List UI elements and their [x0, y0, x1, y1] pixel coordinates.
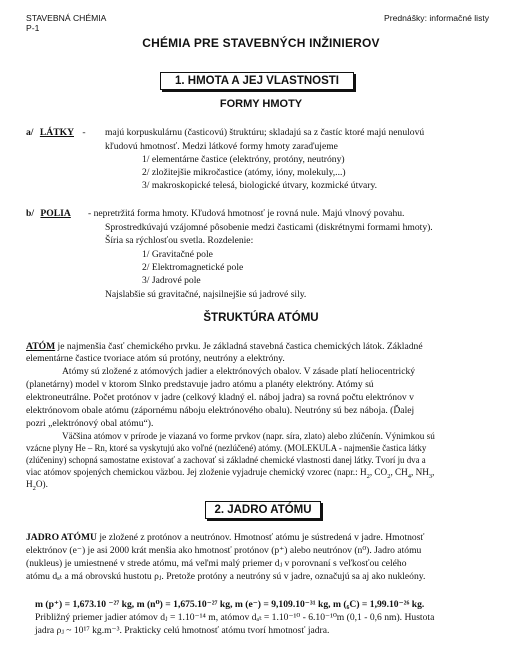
formula-sub: 2	[387, 472, 391, 480]
latky-item-num: 1/	[142, 154, 150, 165]
polia-line-2: Sprostredkúvajú vzájomné pôsobenie medzi časticami (diskrétnymi formami hmoty).	[105, 222, 433, 233]
latky-marker: a/	[26, 127, 34, 138]
latky-item-3	[142, 180, 377, 192]
latky-item-text: zložitejšie mikročastice (atómy, ióny, molekuly,...)	[151, 167, 346, 178]
latky-dash: -	[82, 127, 86, 138]
formula-intro: viac atómov spojených chemickou väzbou. Jej zloženie vyjadruje chemický vzorec (napr.: H	[26, 467, 367, 477]
formula-part: , NH	[411, 467, 429, 477]
latky-item-text: makroskopické telesá, biologické útvary, kozmické útvary.	[151, 180, 378, 191]
latky-item-num: 2/	[142, 167, 150, 178]
latky-line-2: kľudovú hmotnosť. Medzi látkové formy hmoty zaraďujeme	[105, 141, 338, 152]
nucleus-line-4: atómu dₐₜ a má obrovskú hustotu ρⱼ. Pretože protóny a neutróny sú v jadre, označujú sa aj ako nukleóny.	[26, 571, 426, 582]
formula-part: , CO	[369, 467, 388, 477]
polia-item-3	[142, 275, 201, 287]
latky-line-1: majú korpuskulárnu (časticovú) štruktúru; skladajú sa z častíc ktoré majú nenulovú	[105, 127, 425, 138]
formula-part: O).	[35, 479, 48, 489]
atom-para2-line-1: Atómy sú zložené z atómových jadier a elektrónových obalov. V zásade platí heliocentrický	[62, 366, 416, 377]
formula-part: ,	[432, 467, 435, 477]
atom-para-line-2: elementárne častice tvoriace atóm sú protóny, neutróny a elektróny.	[26, 353, 285, 364]
section-1-subtitle: FORMY HMOTY	[219, 98, 303, 110]
atom-para2-line-3: elektroneutrálne. Počet protónov v jadre (celkový kladný el. náboj jadra) sa rovná počtu elektrónov v	[26, 392, 414, 403]
particle-masses: m (p⁺) = 1,673.10 ⁻²⁷ kg, m (n⁰) = 1,675.10⁻²⁷ kg, m (e⁻) = 9,109.10⁻³¹ kg, m (₆C) = 1,99.10⁻²⁶ kg.	[35, 599, 425, 610]
formula-sub: 2	[32, 484, 36, 492]
polia-item-1	[142, 249, 213, 261]
polia-item-num: 2/	[142, 262, 150, 273]
density-line: jadra ρⱼ ~ 10¹⁷ kg.m⁻³. Prakticky celú hmotnosť atómu tvorí hmotnosť jadra.	[35, 625, 330, 636]
polia-item-text: Jadrové pole	[151, 275, 201, 286]
polia-marker: b/	[26, 208, 35, 219]
latky-item-num: 3/	[142, 180, 150, 191]
formula-part: , CH	[390, 467, 408, 477]
latky-item-1	[142, 154, 345, 166]
nucleus-line-1-text: je zložené z protónov a neutrónov. Hmotnosť atómu je sústredená v jadre. Hmotnosť	[96, 532, 425, 543]
section-1-title-box: 1. HMOTA A JEJ VLASTNOSTI	[160, 72, 354, 90]
polia-item-text: Elektromagnetické pole	[151, 262, 244, 273]
formula-sub: 2	[366, 472, 370, 480]
polia-closing: Najslabšie sú gravitačné, najsilnejšie sú jadrové sily.	[105, 289, 307, 300]
atom-para2-line-5: pozri „elektrónový obal atómu“).	[26, 418, 154, 429]
polia-item-num: 3/	[142, 275, 150, 286]
struktura-title: ŠTRUKTÚRA ATÓMU	[203, 312, 319, 324]
polia-line-1: - nepretržitá forma hmoty. Kľudová hmotnosť je rovná nule. Majú vlnový povahu.	[88, 208, 405, 219]
nucleus-line-3: (nukleus) je umiestnené v strede atómu, má veľmi malý priemer dⱼ v porovnaní s veľkosťou celého	[26, 558, 407, 569]
atom-para2-line-4: elektrónovom obale atómu (zápornému náboju elektrónového obalu). Neutróny sú bez náboja. (Ďalej	[26, 405, 415, 416]
atom-line-1-text: je najmenšia časť chemického prvku. Je základná stavebná častica chemických látok. Základné	[55, 341, 423, 352]
polia-item-num: 1/	[142, 249, 150, 260]
atom-term: ATÓM	[26, 341, 56, 352]
latky-item-2	[142, 167, 346, 179]
polia-heading	[26, 208, 71, 220]
polia-term: POLIA	[40, 208, 71, 219]
latky-heading	[26, 127, 86, 139]
header-course: STAVEBNÁ CHÉMIA	[26, 13, 107, 23]
polia-item-2	[142, 262, 243, 274]
nucleus-line-2: elektrónov (e⁻) je asi 2000 krát menšia ako hmotnosť protónov (p⁺) alebo neutrónov (n⁰). Jadro atómu	[26, 545, 422, 556]
latky-item-text: elementárne častice (elektróny, protóny, neutróny)	[151, 154, 345, 165]
atom-para3-line-5	[26, 479, 48, 491]
atom-para3-line-3: (zlúčeniny) schopná samostatne existovať a zachovať si základné chemické vlastnosti danej látky. Tvorí ju dva a	[26, 455, 426, 465]
diameter-line: Približný priemer jadier atómov dⱼ = 1.10⁻¹⁴ m, atómov dₐₜ = 1.10⁻¹⁰ - 6.10⁻¹⁰m (0,1 - 0,6 nm). Hustota	[35, 612, 435, 623]
section-2-title-box: 2. JADRO ATÓMU	[205, 501, 321, 519]
atom-para3-line-1: Väčšina atómov v prírode je viazaná vo forme prvkov (napr. síra, zlato) alebo zlúčenín. Výnimkou sú	[62, 431, 435, 441]
atom-para3-line-2: vzácne plyny He – Rn, ktoré sa vyskytujú ako voľné (nezlúčené) atómy. (MOLEKULA - najmenšie častica látky	[26, 443, 427, 453]
polia-item-text: Gravitačné pole	[151, 249, 213, 260]
header-lecture-number: P-1	[26, 23, 40, 33]
nucleus-term: JADRO ATÓMU	[26, 532, 97, 543]
header-type: Prednášky: informačné listy	[384, 13, 490, 23]
nucleus-line-1	[26, 532, 425, 544]
atom-para2-line-2: (planetárny) model v ktorom Slnko predstavuje jadro atómu a planéty elektróny. Atómy sú	[26, 379, 374, 390]
document-title: CHÉMIA PRE STAVEBNÝCH INŽINIEROV	[142, 36, 380, 50]
formula-sub: 3	[428, 472, 433, 480]
formula-part: H	[26, 479, 33, 489]
formula-sub: 4	[407, 472, 412, 480]
polia-line-3: Šíria sa rýchlosťou svetla. Rozdelenie:	[105, 235, 254, 246]
atom-para-line-1	[26, 341, 423, 353]
latky-term: LÁTKY	[39, 127, 74, 138]
atom-para3-line-4	[26, 467, 434, 479]
